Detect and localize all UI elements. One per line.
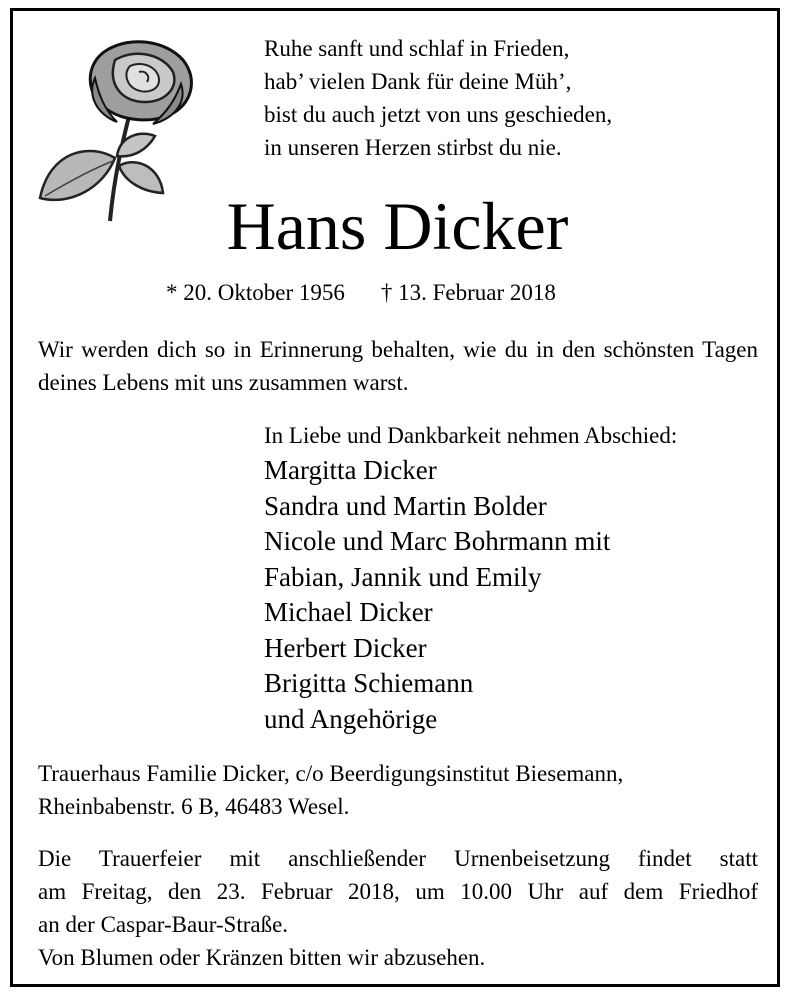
service-line: an der Caspar-Baur-Straße. bbox=[38, 912, 289, 937]
birth-date: * 20. Oktober 1956 bbox=[166, 280, 345, 305]
mourner-name: Herbert Dicker bbox=[264, 632, 427, 663]
life-dates bbox=[166, 278, 556, 308]
address-line: Rheinbabenstr. 6 B, 46483 Wesel. bbox=[38, 794, 350, 819]
address-line: Trauerhaus Familie Dicker, c/o Beerdigungsinstitut Biesemann, bbox=[38, 761, 624, 786]
mourning-address bbox=[38, 757, 623, 823]
memorial-poem bbox=[264, 32, 612, 164]
mourners-list bbox=[264, 453, 610, 737]
mourner-name: Sandra und Martin Bolder bbox=[264, 490, 547, 521]
mourner-name: und Angehörige bbox=[264, 703, 438, 734]
memorial-quote: Wir werden dich so in Erinnerung behalten, wie du in den schönsten Tagen deines Lebens mit uns zusammen warst. bbox=[38, 337, 758, 395]
poem-line: in unseren Herzen stirbst du nie. bbox=[264, 135, 562, 160]
poem-line: hab’ vielen Dank für deine Müh’, bbox=[264, 69, 572, 94]
service-line: Von Blumen oder Kränzen bitten wir abzusehen. bbox=[38, 945, 486, 970]
mourner-name: Brigitta Schiemann bbox=[264, 668, 474, 698]
service-line: am Freitag, den 23. Februar 2018, um 10.00 Uhr auf dem Friedhof bbox=[38, 879, 758, 904]
service-line: Die Trauerfeier mit anschließender Urnenbeisetzung findet statt bbox=[38, 846, 758, 871]
poem-line: Ruhe sanft und schlaf in Frieden, bbox=[264, 36, 570, 61]
mourner-name: Michael Dicker bbox=[264, 597, 433, 627]
funeral-service-info bbox=[38, 842, 758, 974]
farewell-heading: In Liebe und Dankbarkeit nehmen Abschied: bbox=[264, 423, 678, 448]
deceased-name: Hans Dicker bbox=[226, 188, 569, 264]
mourner-name: Nicole und Marc Bohrmann mit bbox=[264, 526, 611, 556]
death-date: † 13. Februar 2018 bbox=[380, 280, 556, 305]
mourner-name: Fabian, Jannik und Emily bbox=[264, 561, 542, 592]
mourner-name: Margitta Dicker bbox=[264, 455, 437, 485]
poem-line: bist du auch jetzt von uns geschieden, bbox=[264, 102, 613, 127]
